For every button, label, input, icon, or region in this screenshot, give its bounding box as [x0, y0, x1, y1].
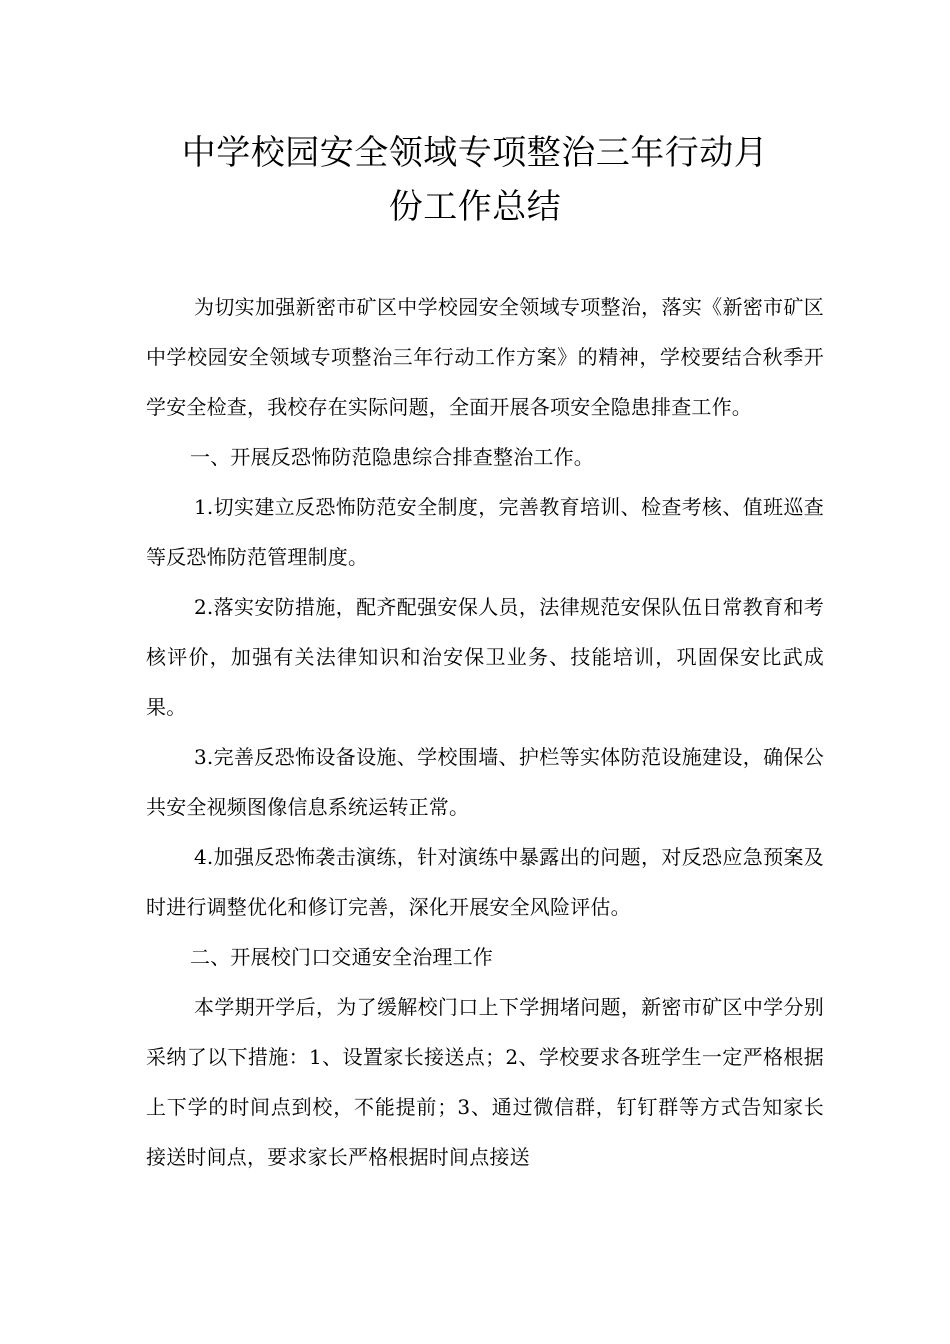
list-item-2: 2.落实安防措施，配齐配强安保人员，法律规范安保队伍日常教育和考核评价，加强有关法律知识和治安保卫业务、技能培训，巩固保安比武成果。 — [146, 595, 824, 719]
section-heading-2: 二、开展校门口交通安全治理工作 — [190, 945, 493, 969]
document-body — [146, 282, 824, 1182]
section-heading-1: 一、开展反恐怖防范隐患综合排查整治工作。 — [190, 445, 594, 469]
list-item-4: 4.加强反恐怖袭击演练，针对演练中暴露出的问题，对反恐应急预案及时进行调整优化和修订完善，深化开展安全风险评估。 — [146, 845, 824, 919]
list-item-1: 1.切实建立反恐怖防范安全制度，完善教育培训、检查考核、值班巡查等反恐怖防范管理制度。 — [146, 495, 824, 569]
intro-paragraph: 为切实加强新密市矿区中学校园安全领域专项整治，落实《新密市矿区中学校园安全领域专项整治三年行动工作方案》的精神，学校要结合秋季开学安全检查，我校存在实际问题，全面开展各项安全隐患排查工作。 — [146, 295, 824, 419]
document-title — [120, 126, 830, 234]
list-item-3: 3.完善反恐怖设备设施、学校围墙、护栏等实体防范设施建设，确保公共安全视频图像信息系统运转正常。 — [146, 745, 824, 819]
section-2-paragraph: 本学期开学后，为了缓解校门口上下学拥堵问题，新密市矿区中学分别采纳了以下措施：1、设置家长接送点；2、学校要求各班学生一定严格根据上下学的时间点到校，不能提前；3、通过微信群，钉钉群等方式告知家长接送时间点，要求家长严格根据时间点接送 — [146, 995, 824, 1169]
title-line-1: 中学校园安全领域专项整治三年行动月 — [181, 133, 769, 173]
title-line-2: 份工作总结 — [388, 187, 562, 227]
